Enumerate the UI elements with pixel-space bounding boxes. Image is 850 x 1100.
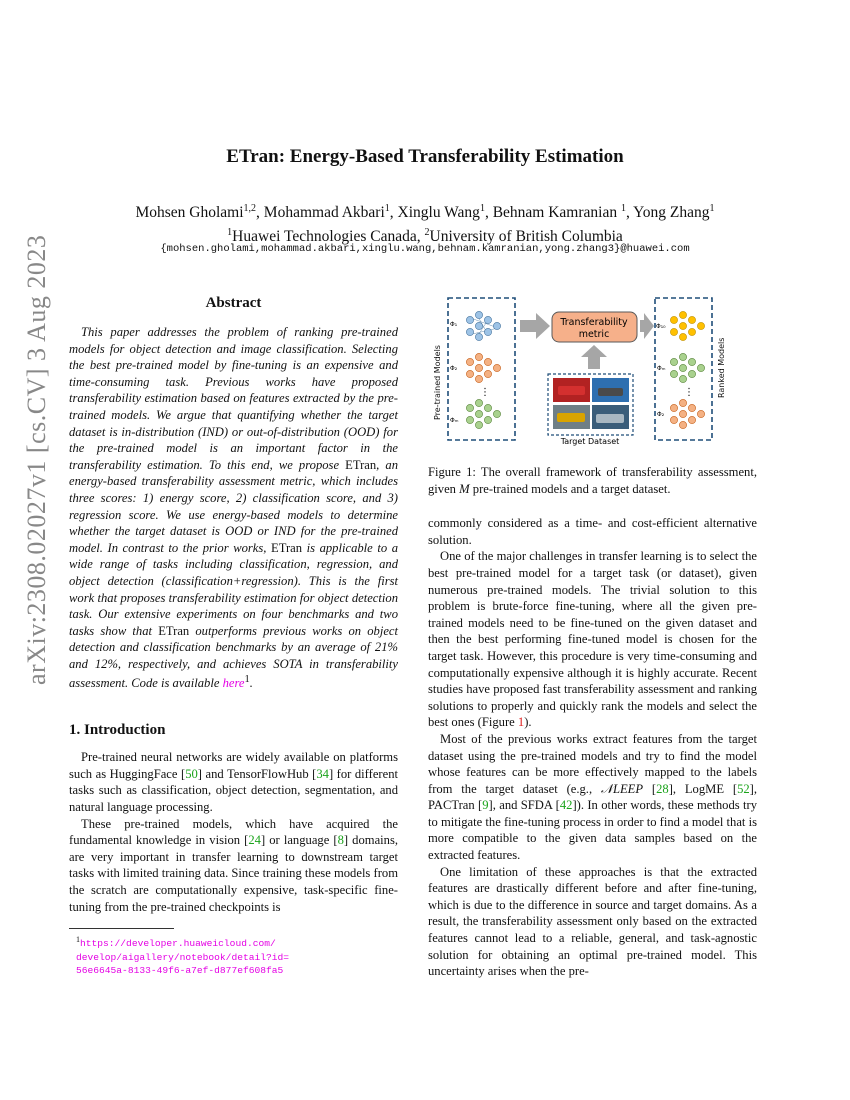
network-2-icon [466,353,500,382]
method-name: ETran [271,540,303,555]
arxiv-stamp-text: arXiv:2308.02027v1 [cs.CV] 3 Aug 2023 [22,234,51,685]
body-paragraph: commonly considered as a time- and cost-efficient alternative solution. [428,516,757,547]
ranked-network-m-icon [670,399,704,428]
right-column [428,295,757,980]
author-block [0,199,850,247]
text-segment: One of the major challenges in transfer learning is to select the best pre-trained model for a target task (or dataset), given numerous pre-trained models. The trivial solution to this problem is brute-force fine-tuning, where all the given pre-trained models need to be fine-tuned on the given dataset and then the best performing fine-tuned model is chosen for the target task. However, this procedure is very time-consuming and computationally expensive although it is highly accurate. Recent studies have proposed fast transferability assessment and ranking solutions to properly and quickly rank the models and select the best ones (Figure [428,549,757,730]
citation-link[interactable]: 8 [337,833,344,848]
affiliation-mark: 2 [424,227,430,239]
author-emails: {mohsen.gholami,mohammad.akbari,xinglu.wang,behnam.kamranian,yong.zhang3}@huawei.com [160,243,690,255]
metric-label-line2: metric [578,329,610,340]
text-segment: ] or language [ [260,833,338,848]
author-affiliation-mark: 1 [384,203,390,214]
author-affiliation-mark: 1,2 [243,203,257,214]
author-name: Behnam Kamranian [492,204,618,222]
text-segment: These pre-trained models, which have acquired the fundamental knowledge in vision [ [69,816,398,848]
citation-link[interactable]: 24 [248,833,261,848]
ellipsis-icon: ⋮ [480,387,490,398]
abstract-segment: This paper addresses the problem of ranking pre-trained models for object detection and image classification. Selecting the best pre-trained model by fine-tuning is an expensive and time-consuming task. Previous works have proposed transferability estimation based on features extracted by the pre-trained models. We argue that quantifying whether the target dataset is in-distribution (IND) or out-of-distribution (OOD) for the pre-trained model is an important factor in the transferability estimation. To this end, we propose [69,325,398,472]
author-affiliation-mark: 1 [479,203,485,214]
arrow-right-icon [640,313,654,339]
paper-title: ETran: Energy-Based Transferability Estimation [226,146,624,167]
abstract-heading: Abstract [205,295,262,311]
text-segment: [ [643,781,657,796]
citation-link[interactable]: 9 [482,798,489,813]
text-segment: ], PACTran [ [428,781,758,813]
text-segment: ]). In other words, these methods try to mitigate the fine-tuning process in order to find a model that is more compatible to the given data samples based on the extracted features. [428,798,757,863]
author-name: Mohsen Gholami [135,204,244,222]
abstract-segment: outperforms previous works on object detection and classification benchmarks by an average of 21% and 12%, respectively, and achieves SOTA in transferability assessment. Code is available [69,623,398,691]
affiliation-1: Huawei Technologies Canada, [232,228,425,246]
ranked-network-1-icon [670,311,704,340]
affiliation-mark: 1 [227,227,233,239]
caption-text: pre-trained models and a target dataset. [469,481,671,496]
method-name: 𝒩LEEP [600,781,644,796]
footnote-number: 1 [76,935,80,945]
text-segment: ] and TensorFlowHub [ [197,766,317,781]
arrow-up-icon [581,345,607,369]
text-segment: Pre-trained neural networks are widely available on platforms such as HuggingFace [ [69,750,398,781]
caption-variable: M [459,481,470,496]
author-name: Yong Zhang [633,204,710,222]
author-name: Mohammad Akbari [263,204,385,222]
left-column [69,295,398,978]
metric-label-line1: Transferability [560,317,628,328]
network-m-icon [466,399,500,428]
caption-label: Figure 1: [428,465,481,479]
abstract-segment: , an energy-based transferability assessment metric, which includes three scores: 1) energy score, 2) classification score, and 3) regression score. We use energy-based models to determine whether the target dataset is OOD or IND for the pre-trained model. In contrast to the prior works, [69,457,399,555]
phi-label: Φₘ [657,365,666,372]
affiliation-2: University of British Columbia [429,228,623,246]
footnote-link[interactable]: develop/aigallery/notebook/detail?id= [76,951,290,963]
ranked-models-label: Ranked Models [717,337,726,398]
method-name: ETran [345,457,377,472]
figure-1 [428,295,757,450]
text-segment: ], and SFDA [ [488,798,560,813]
text-segment: Most of the previous works extract features from the target dataset using the pre-trained models and try to find the model whose features can be more effectively mapped to the labels from the target dataset (e.g., [428,731,757,796]
text-segment: ], LogME [ [668,781,738,796]
phi-label: Φ₂ [657,411,665,418]
body-paragraph [428,548,757,731]
text-segment: ). [524,715,532,730]
body-paragraph: One limitation of these approaches is that the extracted features are drastically different before and after fine-tuning, which is due to the difference in source and target domains. As a result, the transferability assessment only based on the extracted features cannot lead to a reliable, general, and task-agnostic solution for obtaining an optimal pre-trained model. This uncertainty arises when the pre- [428,864,757,979]
phi-label: Φ₁₀ [656,323,666,330]
author-affiliation-mark: 1 [709,203,715,214]
intro-paragraph [69,816,398,916]
figure-reference-link[interactable]: 1 [517,715,525,730]
citation-link[interactable]: 52 [737,781,750,796]
author-affiliation-mark: 1 [620,203,626,214]
network-1-icon [466,311,500,340]
arxiv-stamp [14,234,64,720]
figure-caption [428,464,757,497]
citation-link[interactable]: 28 [656,781,669,796]
body-paragraph [428,731,757,864]
citation-link[interactable]: 34 [316,766,329,781]
phi-label: Φ₂ [450,365,458,372]
phi-label: Φ₁ [450,321,458,328]
dataset-images [553,378,629,429]
code-link[interactable]: here [222,676,245,691]
text-segment: ] for different tasks such as classification, object detection, segmentation, and natural language processing. [69,766,398,815]
footnote-link[interactable]: https://developer.huaweicloud.com/ [80,938,276,950]
text-segment: ] domains, are very important in transfer learning to downstream target tasks with limited training data. Since training these models from the scratch are computationally expensive, task-specific fine-tuning from the pre-trained checkpoints is [69,833,399,914]
citation-link[interactable]: 42 [559,798,573,813]
ellipsis-icon: ⋮ [684,387,694,398]
method-name: ETran [158,623,190,638]
arrow-right-icon [520,313,550,339]
pretrained-models-label: Pre-trained Models [433,345,442,420]
footnote-mark: 1 [244,674,250,686]
abstract-segment: is applicable to a wide range of tasks including classification, regression, and object detection (classification+regression). This is the first work that proposes transferability estimation for object detection task. Our extensive experiments on four benchmarks and two tasks show that [69,540,398,638]
ranked-network-2-icon [670,353,704,382]
footnote-rule [69,928,174,929]
target-dataset-label: Target Dataset [560,437,620,446]
abstract-text [69,324,398,692]
citation-link[interactable]: 50 [185,766,198,781]
section-heading-introduction: 1. Introduction [69,722,166,739]
abstract-segment: . [249,676,253,691]
intro-paragraph [69,749,398,815]
author-list: Mohsen Gholami$^{1,2}$, Mohammad Akbari$^1$, Xinglu Wang$^1$, Behnam Kamranian $^1$, Yong Zhang$^1$ [135,203,715,222]
author-name: Xinglu Wang [397,204,480,222]
footnote-link[interactable]: 56e6645a-8133-49f6-a7ef-d877ef608fa5 [76,965,284,977]
framework-diagram [428,295,757,450]
footnote [69,933,398,977]
caption-text: The overall framework of transferability assessment, given [428,465,757,496]
phi-label: Φₘ [450,417,459,424]
